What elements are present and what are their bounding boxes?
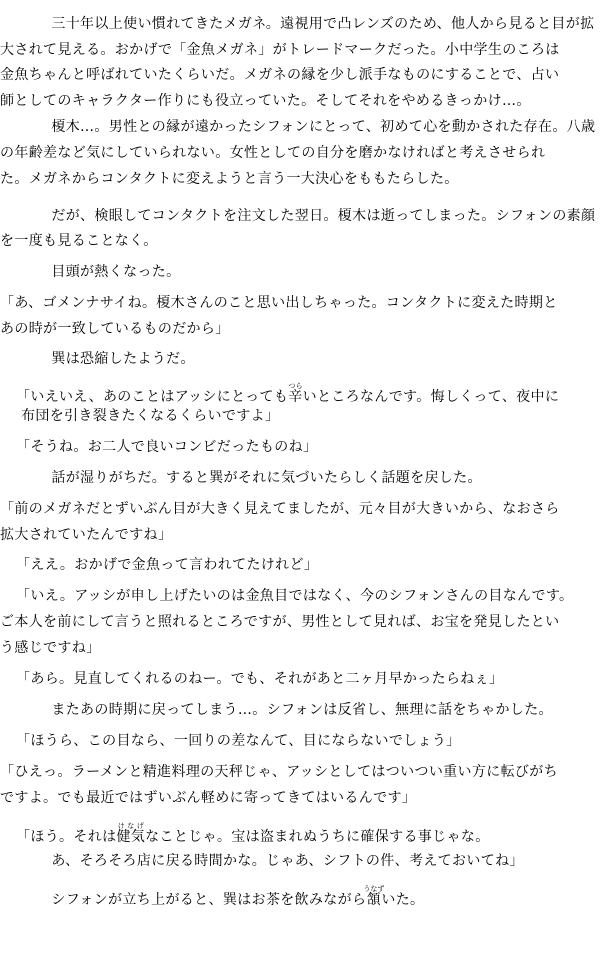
text-segment: いところなんです。悔しくって、夜中に xyxy=(302,389,560,405)
ruby-word xyxy=(288,382,303,405)
text-line: 「あら。見直してくれるのねー。でも、それがあと二ヶ月早かったらねぇ」 xyxy=(16,671,504,687)
text-line-with-ruby xyxy=(0,885,425,908)
text-line-with-ruby xyxy=(0,382,560,405)
text-segment: 「いえいえ、あのことはアッシにとっても xyxy=(16,389,289,405)
text-line: 「前のメガネだとずいぶん目が大きく見えてましたが、元々目が大きいから、なおさら xyxy=(0,501,560,517)
text-line: 師としてのキャラクター作りにも役立っていた。そしてそれをやめるきっかけ…。 xyxy=(0,93,531,109)
text-line-with-ruby xyxy=(0,822,490,845)
ruby-base: 頷 xyxy=(363,892,385,908)
text-line: た。メガネからコンタクトに変えようと言う一大決心をももたらした。 xyxy=(0,171,459,187)
ruby-base: 辛 xyxy=(288,389,303,405)
text-line: 榎木…。男性との縁が遠かったシフォンにとって、初めて心を動かされた存在。八歳 xyxy=(37,119,596,135)
text-line: 「ええ。おかげで金魚って言われてたけれど」 xyxy=(16,557,319,573)
text-line: 三十年以上使い慣れてきたメガネ。遠視用で凸レンズのため、他人から見ると目が拡 xyxy=(37,16,595,32)
text-line: あの時が一致しているものだから」 xyxy=(0,321,230,337)
text-line: 「そうね。お二人で良いコンビだったものね」 xyxy=(16,439,318,455)
text-segment: 「ほう。それは xyxy=(16,829,117,845)
text-segment: いた。 xyxy=(381,892,425,908)
ruby-reading: つら xyxy=(288,382,303,390)
text-line: 大されて見える。おかげで「金魚メガネ」がトレードマークだった。小中学生のころは xyxy=(0,42,560,58)
text-line: 巽は恐縮したようだ。 xyxy=(37,351,195,367)
text-line: 「あ、ゴメンナサイね。榎木さんのこと思い出しちゃった。コンタクトに変えた時期と xyxy=(0,295,558,311)
ruby-reading: けなげ xyxy=(116,822,146,830)
text-line: 金魚ちゃんと呼ばれていたくらいだ。メガネの縁を少し派手なものにすることで、占い xyxy=(0,67,560,83)
text-line: ご本人を前にして言うと照れるところですが、男性として見れば、お宝を発見したとい xyxy=(0,614,560,630)
text-line: 拡大されていたんですね」 xyxy=(0,527,173,543)
text-line: の年齢差など気にしていられない。女性としての自分を磨かなければと考えさせられ xyxy=(0,145,546,161)
text-segment: シフォンが立ち上がると、巽はお茶を飲みながら xyxy=(37,892,367,908)
text-line: だが、検眼してコンタクトを注文した翌日。榎木は逝ってしまった。シフォンの素顔 xyxy=(37,208,596,224)
ruby-reading: うなず xyxy=(363,885,385,893)
text-line: 「ほうら、この目なら、一回りの差なんて、目にならないでしょう」 xyxy=(16,733,461,749)
ruby-base: 健気 xyxy=(116,829,146,845)
text-line: 話が湿りがちだ。すると巽がそれに気づいたらしく話題を戻した。 xyxy=(37,470,482,486)
ruby-word xyxy=(116,822,146,845)
text-line: またあの時期に戻ってしまう…。シフォンは反省し、無理に話をちゃかした。 xyxy=(37,702,553,718)
text-line: 「いえ。アッシが申し上げたいのは金魚目ではなく、今のシフォンさんの目なんです。 xyxy=(16,588,574,604)
text-line: を一度も見ることなく。 xyxy=(0,233,158,249)
text-line: 目頭が熱くなった。 xyxy=(37,264,181,280)
ruby-word xyxy=(363,885,385,908)
text-line: 「ひえっ。ラーメンと精進料理の天秤じゃ、アッシとしてはついつい重い方に転びがち xyxy=(0,764,558,780)
text-line: ですよ。でも最近ではずいぶん軽めに寄ってきてはいるんです」 xyxy=(0,790,417,806)
text-line: あ、そろそろ店に戻る時間かな。じゃあ、シフトの件、考えておいてね」 xyxy=(37,853,524,869)
text-segment: なことじゃ。宝は盗まれぬうちに確保する事じゃな。 xyxy=(145,829,490,845)
text-line: 布団を引き裂きたくなるくらいですよ」 xyxy=(21,408,280,424)
text-line: う感じですね」 xyxy=(0,640,101,656)
